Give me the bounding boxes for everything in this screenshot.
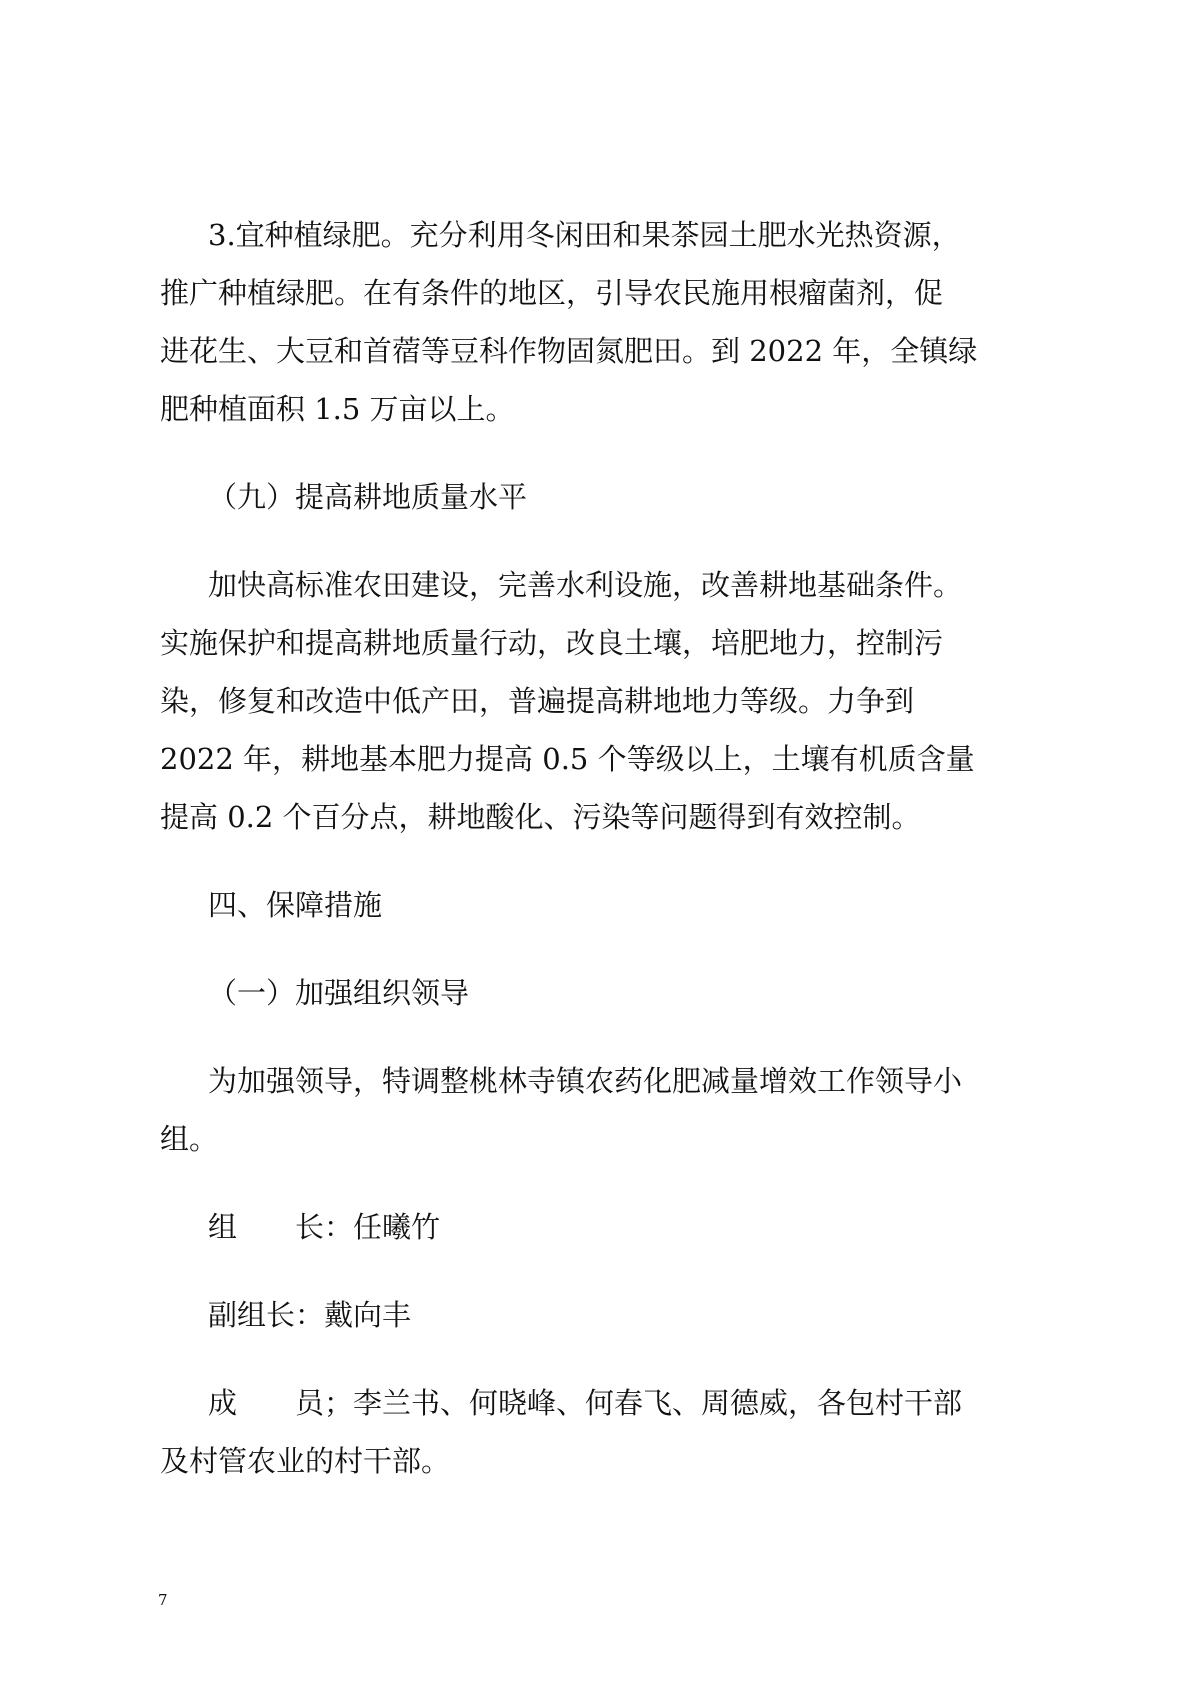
page-number: 7: [158, 1591, 168, 1609]
text-line: 组。: [160, 1122, 219, 1156]
paragraph-leadership-group: [160, 1052, 1040, 1168]
paragraph-spacer: [160, 1168, 1040, 1198]
paragraph-farmland-quality: [160, 556, 1040, 846]
text-line: 加快高标准农田建设，完善水利设施，改善耕地基础条件。: [208, 568, 963, 602]
text-line: 为加强领导，特调整桃林寺镇农药化肥减量增效工作领导小: [208, 1064, 963, 1098]
section-heading-4: [160, 876, 1040, 934]
paragraph-spacer: [160, 1344, 1040, 1374]
text-line: 2022 年，耕地基本肥力提高 0.5 个等级以上，土壤有机质含量: [160, 742, 975, 776]
paragraph-spacer: [160, 438, 1040, 468]
text-line: 进花生、大豆和首蓿等豆科作物固氮肥田。到 2022 年，全镇绿: [160, 334, 978, 368]
text-line: 成 员；李兰书、何晓峰、何春飞、周德威，各包村干部: [208, 1386, 963, 1420]
section-heading-9: [160, 468, 1040, 526]
paragraph-deputy-leader: [160, 1286, 1040, 1344]
text-line: 3.宜种植绿肥。充分利用冬闲田和果茶园土肥水光热资源，: [208, 218, 961, 252]
text-line: 实施保护和提高耕地质量行动，改良土壤，培肥地力，控制污: [160, 626, 944, 660]
text-line: 副组长：戴向丰: [208, 1298, 412, 1332]
text-line: 组 长：任曦竹: [208, 1210, 441, 1244]
paragraph-spacer: [160, 934, 1040, 964]
text-line: 推广种植绿肥。在有条件的地区，引导农民施用根瘤菌剂，促: [160, 276, 944, 310]
text-line: 染，修复和改造中低产田，普遍提高耕地地力等级。力争到: [160, 684, 915, 718]
paragraph-spacer: [160, 526, 1040, 556]
text-line: 肥种植面积 1.5 万亩以上。: [160, 392, 515, 426]
section-heading-1: [160, 964, 1040, 1022]
heading-text: 四、保障措施: [208, 888, 383, 922]
text-line: 及村管农业的村干部。: [160, 1444, 451, 1478]
heading-text: （一）加强组织领导: [208, 976, 470, 1010]
heading-text: （九）提高耕地质量水平: [208, 480, 528, 514]
paragraph-group-leader: [160, 1198, 1040, 1256]
paragraph-spacer: [160, 846, 1040, 876]
document-body: [160, 206, 1040, 1490]
paragraph-spacer: [160, 1022, 1040, 1052]
paragraph-members: [160, 1374, 1040, 1490]
paragraph-green-manure: [160, 206, 1040, 438]
paragraph-spacer: [160, 1256, 1040, 1286]
text-line: 提高 0.2 个百分点，耕地酸化、污染等问题得到有效控制。: [160, 800, 921, 834]
